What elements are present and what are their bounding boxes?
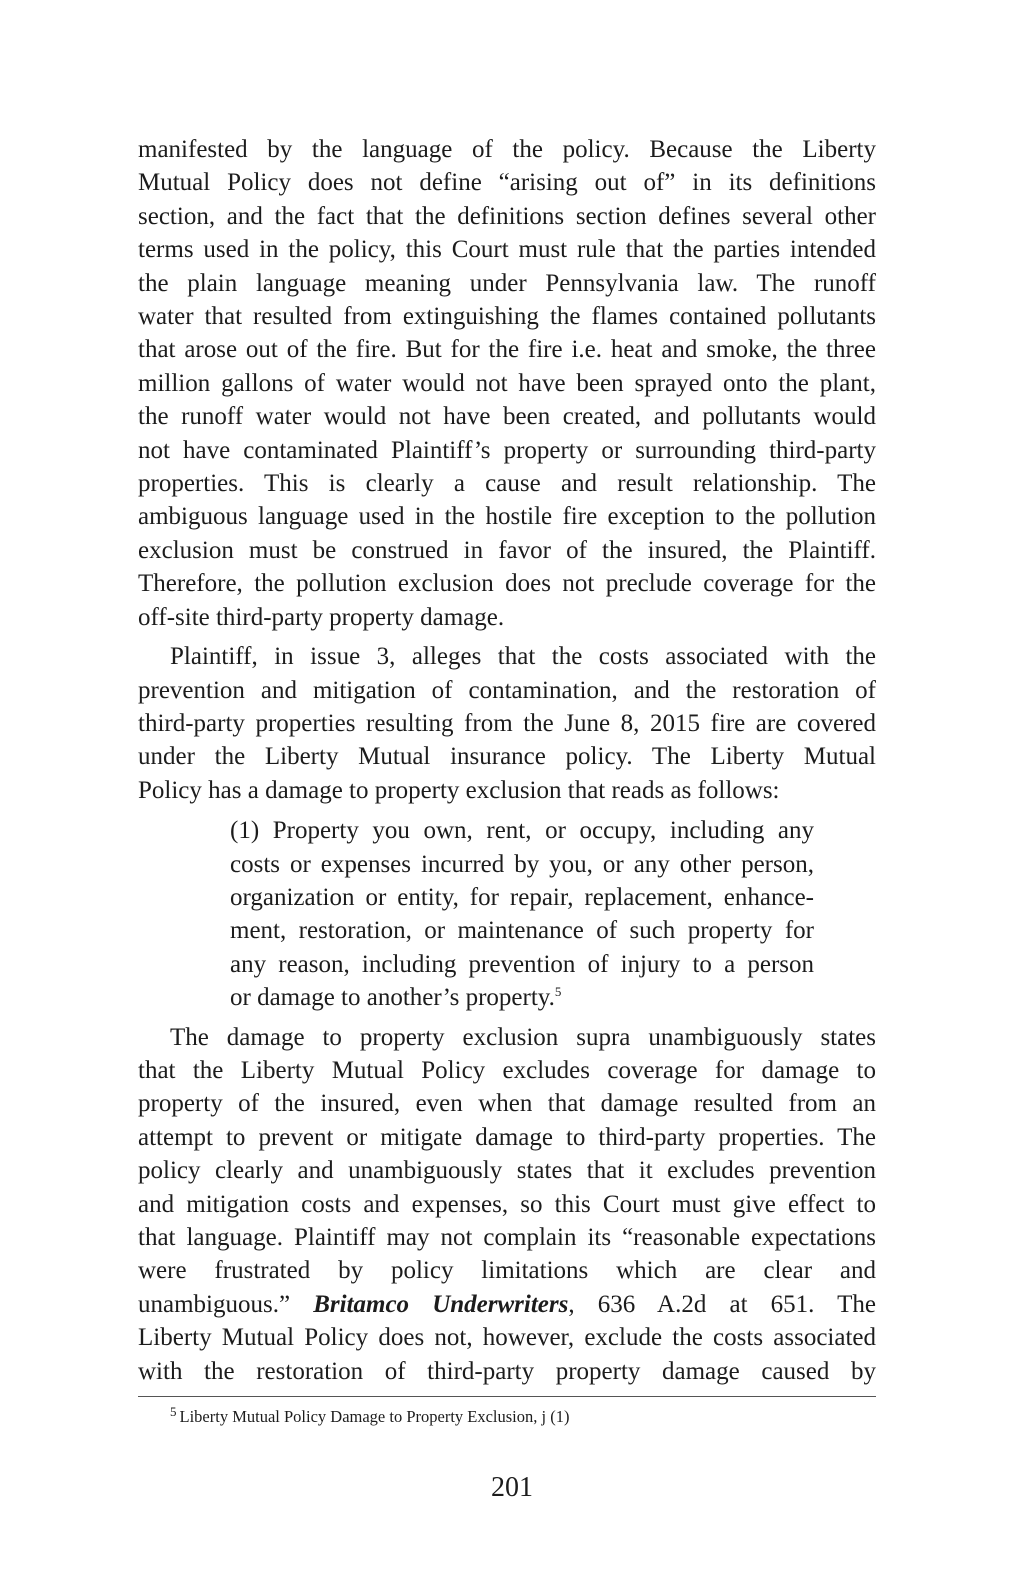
paragraph-line: and mitigation costs and expenses, so this Court must give effect to bbox=[138, 1190, 876, 1218]
policy-exclusion-quote bbox=[230, 814, 814, 1014]
paragraph-line: attempt to prevent or mitigate damage to third-party properties. The bbox=[138, 1123, 876, 1151]
paragraph-3 bbox=[138, 1021, 876, 1388]
quote-line: any reason, including prevention of injury to a person bbox=[230, 950, 814, 978]
page-number: 201 bbox=[491, 1472, 533, 1503]
paragraph-line: million gallons of water would not have been sprayed onto the plant, bbox=[138, 369, 876, 397]
quote-line: organization or entity, for repair, replacement, enhance- bbox=[230, 883, 814, 911]
paragraph-line: properties. This is clearly a cause and result relationship. The bbox=[138, 470, 876, 498]
paragraph-line: were frustrated by policy limitations which are clear and bbox=[138, 1257, 876, 1285]
paragraph-line: Therefore, the pollution exclusion does not preclude coverage for the bbox=[138, 570, 876, 598]
paragraph-line: that the Liberty Mutual Policy excludes coverage for damage to bbox=[138, 1056, 876, 1084]
paragraph-line: water that resulted from extinguishing the flames contained pollutants bbox=[138, 303, 876, 331]
paragraph-line: policy clearly and unambiguously states that it excludes prevention bbox=[138, 1157, 876, 1185]
paragraph-line: terms used in the policy, this Court must rule that the parties intended bbox=[138, 236, 876, 264]
paragraph-line: Liberty Mutual Policy does not, however, exclude the costs associated bbox=[138, 1324, 876, 1352]
paragraph-line: exclusion must be construed in favor of the insured, the Plaintiff. bbox=[138, 536, 876, 564]
paragraph-1 bbox=[138, 133, 876, 634]
paragraph-line: Policy has a damage to property exclusion that reads as follows: bbox=[138, 776, 780, 804]
quote-line-last bbox=[230, 981, 814, 1014]
paragraph-line: property of the insured, even when that damage resulted from an bbox=[138, 1090, 876, 1118]
footnote-text: Liberty Mutual Policy Damage to Property Exclusion, j (1) bbox=[179, 1407, 570, 1426]
footnote bbox=[170, 1406, 569, 1428]
footnote-reference[interactable]: 5 bbox=[554, 984, 562, 1000]
footnote-number: 5 bbox=[170, 1404, 177, 1419]
citation-prefix: unambiguous.” bbox=[138, 1290, 314, 1318]
quote-line: (1) Property you own, rent, or occupy, including any bbox=[230, 817, 814, 845]
paragraph-line: that language. Plaintiff may not complain its “reasonable expectations bbox=[138, 1224, 876, 1251]
paragraph-line: The damage to property exclusion supra unambiguously states bbox=[170, 1023, 876, 1051]
footnote-divider bbox=[138, 1396, 876, 1397]
paragraph-line: ambiguous language used in the hostile fire exception to the pollution bbox=[138, 503, 876, 531]
paragraph-line: the runoff water would not have been created, and pollutants would bbox=[138, 403, 876, 431]
paragraph-line: manifested by the language of the policy. Because the Liberty bbox=[138, 136, 876, 163]
page-body bbox=[138, 133, 876, 1388]
paragraph-line: with the restoration of third-party property damage caused by bbox=[138, 1357, 876, 1385]
paragraph-line: Plaintiff, in issue 3, alleges that the costs associated with the bbox=[170, 643, 876, 671]
citation-suffix: , 636 A.2d at 651. The bbox=[568, 1290, 876, 1318]
paragraph-line: under the Liberty Mutual insurance policy. The Liberty Mutual bbox=[138, 743, 876, 771]
paragraph-line: not have contaminated Plaintiff’s property or surrounding third-party bbox=[138, 436, 876, 464]
quote-line-text: or damage to another’s property. bbox=[230, 984, 555, 1012]
quote-line: ment, restoration, or maintenance of such property for bbox=[230, 917, 814, 945]
paragraph-line: off-site third-party property damage. bbox=[138, 603, 505, 631]
quote-line: costs or expenses incurred by you, or any other person, bbox=[230, 850, 814, 878]
paragraph-2 bbox=[138, 640, 876, 807]
paragraph-line: Mutual Policy does not define “arising out of” in its definitions bbox=[138, 169, 876, 197]
case-citation-line bbox=[138, 1288, 876, 1321]
paragraph-line: third-party properties resulting from the June 8, 2015 fire are covered bbox=[138, 709, 876, 737]
paragraph-line: the plain language meaning under Pennsylvania law. The runoff bbox=[138, 269, 876, 297]
paragraph-line: section, and the fact that the definitions section defines several other bbox=[138, 202, 876, 230]
paragraph-line: that arose out of the fire. But for the fire i.e. heat and smoke, the three bbox=[138, 336, 876, 364]
paragraph-line: prevention and mitigation of contamination, and the restoration of bbox=[138, 676, 876, 704]
case-name: Britamco Underwriters bbox=[313, 1290, 569, 1318]
